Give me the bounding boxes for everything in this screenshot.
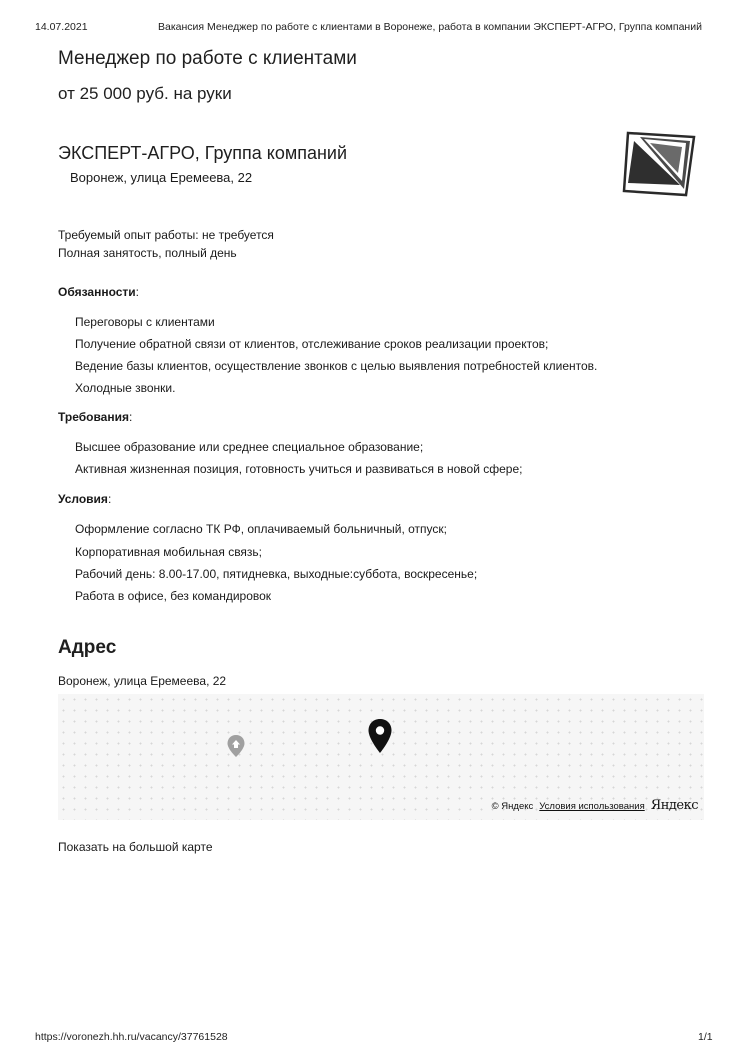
- print-date: 14.07.2021: [35, 21, 88, 33]
- vacancy-title: Менеджер по работе с клиентами: [58, 48, 357, 69]
- yandex-logo[interactable]: Яндекс: [650, 798, 698, 813]
- print-page-title: Вакансия Менеджер по работе с клиентами в Воронеже, работа в компании ЭКСПЕРТ-АГРО, Группа компаний: [158, 21, 702, 33]
- requirement-item: Активная жизненная позиция, готовность учиться и развиваться в новой сфере;: [75, 462, 523, 476]
- show-big-map-link[interactable]: Показать на большой карте: [58, 840, 213, 854]
- requirements-title: Требования:: [58, 410, 133, 424]
- address-text: Воронеж, улица Еремеева, 22: [58, 674, 227, 688]
- map-terms-link[interactable]: Условия использования: [539, 801, 645, 812]
- condition-item: Оформление согласно ТК РФ, оплачиваемый больничный, отпуск;: [75, 522, 447, 536]
- experience-info: Требуемый опыт работы: не требуется: [58, 228, 274, 242]
- map-credits: [492, 798, 698, 813]
- company-address: Воронеж, улица Еремеева, 22: [70, 170, 253, 185]
- vacancy-salary: от 25 000 руб. на руки: [58, 84, 232, 103]
- condition-item: Рабочий день: 8.00-17.00, пятидневка, выходные:суббота, воскресенье;: [75, 567, 478, 581]
- company-logo[interactable]: [620, 125, 700, 200]
- map-marker-icon[interactable]: [367, 718, 393, 759]
- duty-item: Переговоры с клиентами: [75, 315, 215, 329]
- condition-item: Корпоративная мобильная связь;: [75, 545, 263, 559]
- duty-item: Получение обратной связи от клиентов, отслеживание сроков реализации проектов;: [75, 337, 549, 351]
- condition-item: Работа в офисе, без командировок: [75, 589, 272, 603]
- page-counter: 1/1: [698, 1031, 713, 1043]
- map-copyright: © Яндекс: [491, 801, 534, 812]
- requirement-item: Высшее образование или среднее специальное образование;: [75, 440, 424, 454]
- map-poi-icon[interactable]: [226, 734, 246, 763]
- duties-title: Обязанности:: [58, 285, 140, 299]
- map-widget[interactable]: [58, 694, 704, 820]
- employment-info: Полная занятость, полный день: [58, 246, 237, 260]
- duty-item: Ведение базы клиентов, осуществление звонков с целью выявления потребностей клиентов.: [75, 359, 598, 373]
- duty-item: Холодные звонки.: [75, 381, 176, 395]
- address-heading: Адрес: [58, 637, 117, 658]
- company-name-link[interactable]: ЭКСПЕРТ-АГРО, Группа компаний: [58, 143, 348, 163]
- print-url: https://voronezh.hh.ru/vacancy/37761528: [35, 1031, 228, 1043]
- conditions-title: Условия:: [58, 492, 112, 506]
